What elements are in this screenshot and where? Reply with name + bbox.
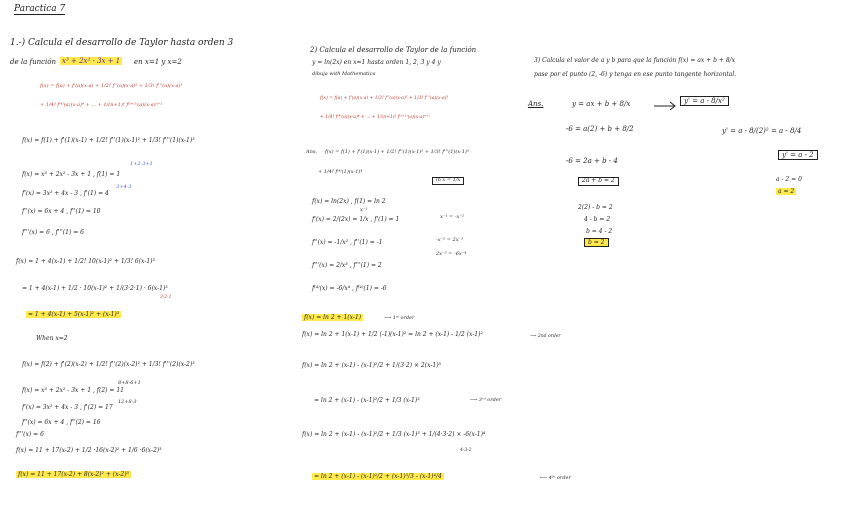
p2-ans-label: Ans.	[306, 149, 317, 155]
p1-substitution-small: 3·2·1	[160, 295, 172, 300]
p1-heading-line2: de la función	[10, 58, 56, 66]
p1-red-formula-2: + 1/4! f⁽⁴⁾(a)(x-a)⁴ + ... + 1/(n+1)! f⁽ⁿ⁺¹⁾(a)(x-a)ⁿ⁺¹	[40, 102, 163, 108]
p1-taylor-general: f(x) = f(1) + f'(1)(x-1) + 1/2! f''(1)(x-1)² + 1/3! f'''(1)(x-1)³	[22, 137, 195, 144]
p2-taylor-general-2: + 1/4! f⁽⁴⁾(1)(x-1)⁴	[318, 169, 363, 175]
p1-fdoubleprime-at-2: f''(x) = 6x + 4 , f''(2) = 16	[22, 419, 101, 426]
p3-yprime-box: y' = a - 2	[778, 150, 818, 160]
p1-f-at-2: f(x) = x³ + 2x² - 3x + 1 , f(2) = 11	[22, 387, 124, 394]
p3-step-3: b = 4 - 2	[586, 228, 613, 235]
p3-eq-2-rhs: y' = a - 8/(2)² = a - 8/4	[722, 127, 802, 135]
p3-ans-label: Ans.	[528, 100, 544, 108]
p1-fdoubleprime: f''(x) = 6x + 4 , f''(1) = 10	[22, 208, 101, 215]
p2-heading: 2) Calcula el desarrollo de Taylor de la función	[310, 46, 477, 54]
p2-order-2	[302, 332, 483, 339]
p1-side-calc-4: 12+8-3	[118, 399, 137, 405]
p3-boxed-equation: 2a + b = 2	[578, 177, 619, 186]
p2-box-note: ln x = 1/x	[432, 177, 464, 185]
p2-side-1: x⁻¹ = -x⁻²	[440, 214, 464, 220]
p1-ftripleprime: f'''(x) = 6 , f'''(1) = 6	[22, 229, 84, 236]
p2-order-1-label: ⟶ 1ˢᵗ order	[384, 315, 415, 321]
p2-order-3a: f(x) = ln 2 + (x-1) - (x-1)²/2 + 1/(3·2) × 2(x-1)³	[302, 362, 441, 369]
p2-order-4b-text: = ln 2 + (x-1) - (x-1)²/2 + (x-1)³/3 - (x-1)⁴/4	[314, 473, 442, 480]
p1-when-x2: When x=2	[36, 335, 68, 342]
p3-eq-1: y = ax + b + 8/x	[572, 100, 631, 108]
p1-function	[60, 57, 122, 65]
p1-substitution-2: = 1 + 4(x-1) + 1/2 · 10(x-1)² + 1/(3·2·1) · 6(x-1)³	[22, 285, 168, 292]
p2-order-3b: = ln 2 + (x-1) - (x-1)²/2 + 1/3 (x-1)³	[314, 397, 420, 404]
p1-result-2	[16, 472, 131, 479]
p2-taylor-general: f(x) = f(1) + f'(1)(x-1) + 1/2! f''(1)(x-1)² + 1/3! f'''(1)(x-1)³	[325, 149, 469, 155]
p3-zero: a - 2 = 0	[776, 176, 802, 183]
p1-result-2-text: f(x) = 11 + 17(x-2) + 8(x-2)² + (x-2)³	[18, 471, 129, 478]
p2-fp-note: x⁻¹	[360, 207, 368, 213]
p3-heading-line2: pase por el punto (2, -6) y tenga en ese punto tangente horizontal.	[534, 71, 737, 78]
p2-order-1	[302, 315, 363, 322]
p3-heading: 3) Calcula el valor de a y b para que la función f(x) = ax + b + 8/x	[534, 57, 736, 64]
p2-red-formula-1: f(x) = f(a) + f'(a)(x-a) + 1/2! f''(a)(x-a)² + 1/3! f'''(a)(x-a)³	[320, 96, 449, 101]
p2-order-2-label: ⟶ 2nd order	[530, 334, 561, 339]
p1-substitution-x2: f(x) = 11 + 17(x-2) + 1/2 ·16(x-2)² + 1/6 ·6(x-2)³	[16, 447, 162, 454]
p2-f-def: f(x) = ln(2x) , f(1) = ln 2	[312, 198, 386, 205]
p3-step-1: 2(2) - b = 2	[578, 204, 613, 211]
p1-result-1-text: = 1 + 4(x-1) + 5(x-1)² + (x-1)³	[28, 311, 120, 318]
p1-red-formula-1: f(x) = f(a) + f'(a)(x-a) + 1/2! f''(a)(x-a)² + 1/3! f'''(a)(x-a)³	[40, 83, 183, 89]
p2-order-3-label: ⟶ 3ʳᵈ order	[470, 397, 502, 403]
p3-step-2: 4 - b = 2	[584, 216, 611, 223]
p2-side-3: 2x⁻³ = -6x⁻⁴	[436, 251, 467, 257]
p1-side-calc-3: 8+8-6+1	[118, 380, 141, 386]
p2-f4: f⁽⁴⁾(x) = -6/x⁴ , f⁽⁴⁾(1) = -6	[312, 285, 387, 292]
p3-eq-2: -6 = a(2) + b + 8/2	[566, 125, 634, 133]
p2-order-4-small: 4·3·2	[460, 448, 472, 453]
p1-f-def: f(x) = x³ + 2x² - 3x + 1 , f(1) = 1	[22, 171, 121, 178]
p3-derivative-box: y' = a - 8/x²	[680, 96, 729, 106]
p3-a-answer-text: a = 2	[778, 188, 795, 195]
p2-order-1-text: f(x) = ln 2 + 1(x-1)	[304, 314, 362, 321]
p2-order-2-text: f(x) = ln 2 + 1(x-1) + 1/2 (-1)(x-1)² = ln 2 + (x-1) - 1/2 (x-1)²	[302, 331, 483, 338]
p3-b-answer	[584, 240, 609, 247]
p2-ftripleprime: f'''(x) = 2/x³ , f'''(1) = 2	[312, 262, 382, 269]
p1-taylor-x2: f(x) = f(2) + f'(2)(x-2) + 1/2! f''(2)(x-2)² + 1/3! f'''(2)(x-2)³	[22, 361, 195, 368]
p1-function-text: x³ + 2x² - 3x + 1	[62, 57, 121, 65]
p3-arrow	[654, 100, 678, 112]
p2-order-4b	[312, 474, 444, 481]
p1-result-1	[26, 312, 121, 319]
p2-order-4-label: ⟵ 4ᵗʰ order	[540, 475, 571, 481]
p1-ftripleprime-at-2: f'''(x) = 6	[16, 431, 44, 438]
p3-eq-3: -6 = 2a + b - 4	[566, 157, 618, 165]
p2-order-4a: f(x) = ln 2 + (x-1) - (x-1)²/2 + 1/3 (x-1)³ + 1/(4·3·2) × -6(x-1)⁴	[302, 431, 486, 438]
p1-fprime-at-2: f'(x) = 3x² + 4x - 3 , f'(2) = 17	[22, 404, 113, 411]
p3-b-answer-text: b = 2	[584, 238, 609, 247]
page-title: Paractica 7	[14, 4, 66, 14]
p2-fprime: f'(x) = 2/(2x) = 1/x , f'(1) = 1	[312, 216, 400, 223]
p2-heading-line3: dibuja with Mathematica	[312, 71, 376, 77]
p1-heading: 1.-) Calcula el desarrollo de Taylor hasta orden 3	[10, 38, 234, 48]
p2-red-formula-2: + 1/4! f⁽⁴⁾(a)(x-a)⁴ + ... + 1/(n+1)! f⁽ⁿ⁺¹⁾(a)(x-a)ⁿ⁺¹	[320, 115, 430, 120]
p1-substitution-1: f(x) = 1 + 4(x-1) + 1/2! 10(x-1)² + 1/3! 6(x-1)³	[16, 258, 155, 265]
p3-a-answer	[776, 189, 796, 196]
p1-side-calc-2: 3+4-3	[116, 184, 132, 190]
p2-heading-line2: y = ln(2x) en x=1 hasta orden 1, 2, 3 y 4 y	[312, 59, 441, 66]
p2-fdoubleprime: f''(x) = -1/x² , f''(1) = -1	[312, 239, 383, 246]
p1-side-calc-1: 1+2-3+1	[130, 161, 153, 167]
p1-heading-line3: en x=1 y x=2	[134, 58, 182, 66]
p2-side-2: -x⁻² = 2x⁻³	[436, 237, 464, 243]
p1-fprime: f'(x) = 3x² + 4x - 3 , f'(1) = 4	[22, 190, 109, 197]
